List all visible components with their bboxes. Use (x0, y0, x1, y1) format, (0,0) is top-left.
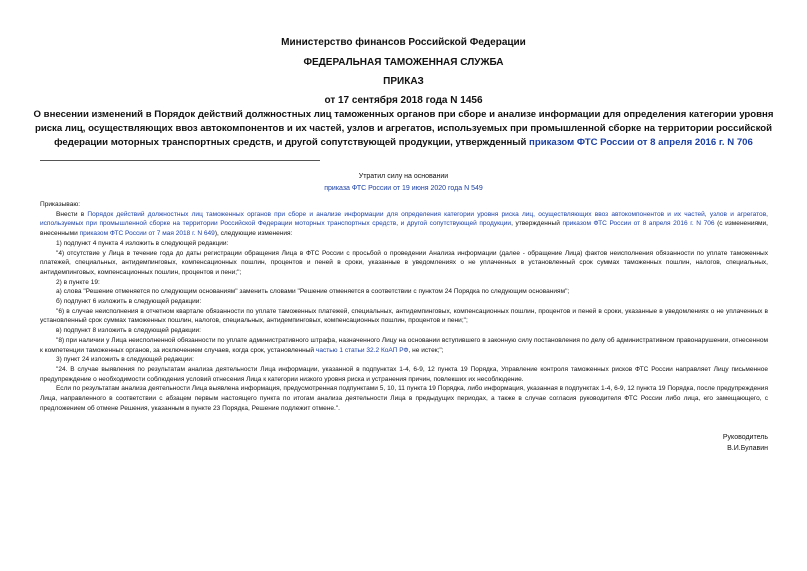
text-span: , утвержденный (511, 220, 563, 228)
text-span: ), следующие изменения: (214, 230, 293, 238)
procedure-link[interactable]: Порядок действий должностных лиц таможенных органов при сборе и анализе информации для определения категории уровня риска лиц, осуществляющих ввоз автокомпонентов и их частей, узлов и агрегатов, используемых при промышленной сборке на территории Российской Федерации моторных транспортных средств, и другой сопутствующей продукции (40, 210, 768, 228)
lost-force-label: Утратил силу на основании (358, 173, 449, 180)
paragraph: Если по результатам анализа деятельности Лица выявлена информация, предусмотренная подпунктами 5, 10, 11 пункта 19 Порядка, либо информация, указанная в подпунктах 1-4, 6-9, 12 пункта 19 Порядка, после предупреждения Лица, направленного в соответствии с абзацем первым настоящего пункта по итогам анализа деятельности Лица в предыдущих периодах, а также в случае согласия руководителя ФТС России либо лица, его замещающего, с предложением об отмене Решения, указанным в пункте 23 Порядка, Решение подлежит отмене.". (40, 385, 768, 412)
doc-type-heading: ПРИКАЗ (383, 76, 424, 87)
document-title (24, 108, 783, 150)
paragraph: 1) подпункт 4 пункта 4 изложить в следующей редакции: (56, 239, 229, 247)
paragraph-item-8 (40, 336, 768, 355)
text-span: (с изменениями, внесенными (40, 220, 768, 238)
text-span: , не истек;"; (408, 346, 444, 354)
order-649-link[interactable]: приказом ФТС России от 7 мая 2018 г. N 649 (79, 230, 215, 238)
text-span: Внести в (56, 210, 88, 218)
signature-role: Руководитель (722, 434, 768, 441)
date-number-heading: от 17 сентября 2018 года N 1456 (324, 95, 483, 106)
document-body (40, 200, 768, 413)
ministry-heading: Министерство финансов Российской Федерации (281, 37, 526, 48)
divider (40, 160, 320, 161)
text-span: "8) при наличии у Лица неисполненной обязанности по уплате административного штрафа, назначенного Лицу на основании вступившего в законную силу постановления по делу об административном правонарушении, отнесенном к компетенции таможенных органов, за исключением случаев, когда срок, установленный (40, 336, 768, 354)
order-line: Приказываю: (40, 201, 81, 208)
lost-force-link-row (0, 183, 807, 194)
paragraph: "24. В случае выявления по результатам анализа деятельности Лица информации, указанной в подпунктах 1-4, 6-9, 12 пункта 19 Порядка, Управление контроля таможенных рисков ФТС России направляет Лицу письменное предупреждение о необходимости соблюдения условий отнесения Лица к категории низкого уровня риска и устранения причин, повлекших их несоблюдение. (40, 365, 768, 383)
paragraph: а) слова "Решение отменяется по следующим основаниям" заменить словами "Решение отменяется в соответствии с пунктом 24 Порядка по следующим основаниям"; (56, 288, 570, 296)
paragraph: б) подпункт 6 изложить в следующей редакции: (56, 298, 202, 306)
service-heading: ФЕДЕРАЛЬНАЯ ТАМОЖЕННАЯ СЛУЖБА (303, 57, 504, 68)
paragraph: 2) в пункте 19: (56, 278, 100, 286)
paragraph: 3) пункт 24 изложить в следующей редакции: (56, 356, 194, 364)
koap-link[interactable]: частью 1 статьи 32.2 КоАП РФ (315, 346, 409, 354)
paragraph: в) подпункт 8 изложить в следующей редакции: (56, 327, 201, 335)
signature-name: В.И.Булавин (727, 445, 768, 452)
paragraph: "4) отсутствие у Лица в течение года до даты регистрации обращения Лица в ФТС России с просьбой о проведении Анализа информации (далее - обращение Лица) фактов неисполнения обязанности по уплате таможенных платежей, специальных, антидемпинговых, компенсационных пошлин, процентов и пеней в сроки, указанные в уведомлениях о не уплаченных в установленный срок суммах таможенных пошлин, налогов, специальных, антидемпинговых, компенсационных пошлин, процентов и пени;"; (40, 249, 768, 276)
order-706-link[interactable]: приказом ФТС России от 8 апреля 2016 г. N 706 (562, 220, 715, 228)
paragraph-intro (40, 210, 768, 239)
title-link[interactable]: приказом ФТС России от 8 апреля 2016 г. N 706 (529, 137, 753, 148)
lost-force-link[interactable]: приказа ФТС России от 19 июня 2020 года N 549 (324, 185, 483, 192)
paragraph: "6) в случае неисполнения в отчетном квартале обязанности по уплате таможенных платежей, специальных, антидемпинговых, компенсационных пошлин, процентов и пеней в сроки, указанные в уведомлениях о не уплаченных в установленный срок суммах таможенных пошлин, налогов, специальных, антидемпинговых, компенсационных пошлин, процентов и пени;"; (40, 307, 768, 325)
title-text: О внесении изменений в Порядок действий должностных лиц таможенных органов при сборе и анализе информации для определения категории уровня риска лиц, осуществляющих ввоз автокомпонентов и их частей, узлов и агрегатов, используемых при промышленной сборке на территории российской федерации моторных транспортных средств, и другой сопутствующей продукции, утвержденный (33, 109, 774, 148)
